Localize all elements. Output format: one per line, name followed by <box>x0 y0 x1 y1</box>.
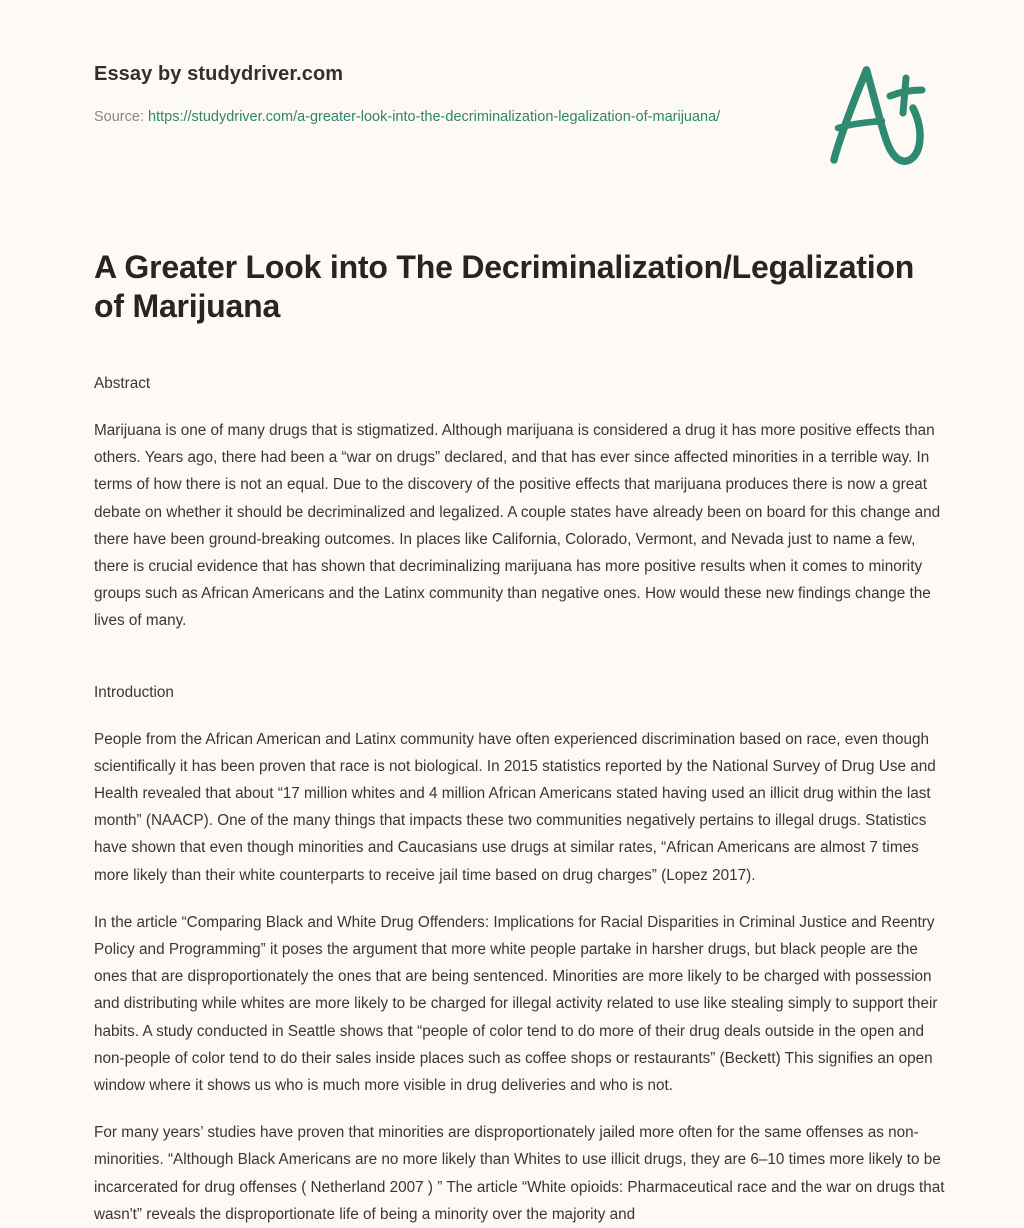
source-line <box>94 104 774 130</box>
page-title: A Greater Look into The Decriminalization/Legalization of Marijuana <box>94 249 915 324</box>
paragraph: Marijuana is one of many drugs that is stigmatized. Although marijuana is considered a drug it has more positive effects than others. Years ago, there had been a “war on drugs” declared, and that has ever since affected minorities in a terrible way. In terms of how there is not an equal. Due to the discovery of the positive effects that marijuana produces there is now a great debate on whether it should be decriminalized and legalized. A couple states have already been on board for this change and there have been ground-breaking outcomes. In places like California, Colorado, Vermont, and Nevada just to name a few, there is crucial evidence that has shown that decriminalizing marijuana has more positive results when it comes to minority groups such as African Americans and the Latinx community than negative ones. How would these new findings change the lives of many. <box>94 422 941 630</box>
section-heading-abstract: Abstract <box>94 375 151 392</box>
article-body <box>94 248 946 1228</box>
paragraph: People from the African American and Latinx community have often experienced discrimination based on race, even though scientifically it has been proven that race is not biological. In 2015 statistics reported by the National Survey of Drug Use and Health revealed that about “17 million whites and 4 million African Americans stated having used an illicit drug within the last month” (NAACP). One of the many things that impacts these two communities negatively pertains to illegal drugs. Statistics have shown that even though minorities and Caucasians use drugs at similar rates, “African Americans are almost 7 times more likely than their white counterparts to receive jail time based on drug charges” (Lopez 2017). <box>94 730 936 884</box>
section-abstract <box>94 370 946 635</box>
page-header <box>94 60 930 130</box>
section-heading-introduction: Introduction <box>94 683 174 701</box>
source-url-link[interactable]: https://studydriver.com/a-greater-look-into-the-decriminalization-legalization-of-marijuana/ <box>148 109 721 125</box>
brand-title: Essay by studydriver.com <box>94 63 344 85</box>
studydriver-logo <box>818 58 940 173</box>
paragraph: In the article “Comparing Black and White Drug Offenders: Implications for Racial Disparities in Criminal Justice and Reentry Policy and Programming” it poses the argument that more white people partake in harsher drugs, but black people are the ones that are disproportionately the ones that are being sentenced. Minorities are more likely to be charged with possession and distributing while whites are more likely to be charged for illegal activity related to use like stealing simply to support their habits. A study conducted in Seattle shows that “people of color tend to do more of their drug deals outside in the open and non-people of color tend to do their sales inside places such as coffee shops or restaurants” (Beckett) This signifies an open window where it shows us who is much more visible in drug deliveries and who is not. <box>94 913 938 1095</box>
section-introduction <box>94 679 946 1228</box>
source-label: Source: <box>94 109 144 125</box>
paragraph: For many years’ studies have proven that minorities are disproportionately jailed more often for the same offenses as non-minorities. “Although Black Americans are no more likely than Whites to use illicit drugs, they are 6–10 times more likely to be incarcerated for drug offenses ( Netherland 2007 ) ” The article “White opioids: Pharmaceutical race and the war on drugs that wasn't” reveals the disproportionate life of being a minority over the majority and <box>94 1124 945 1223</box>
